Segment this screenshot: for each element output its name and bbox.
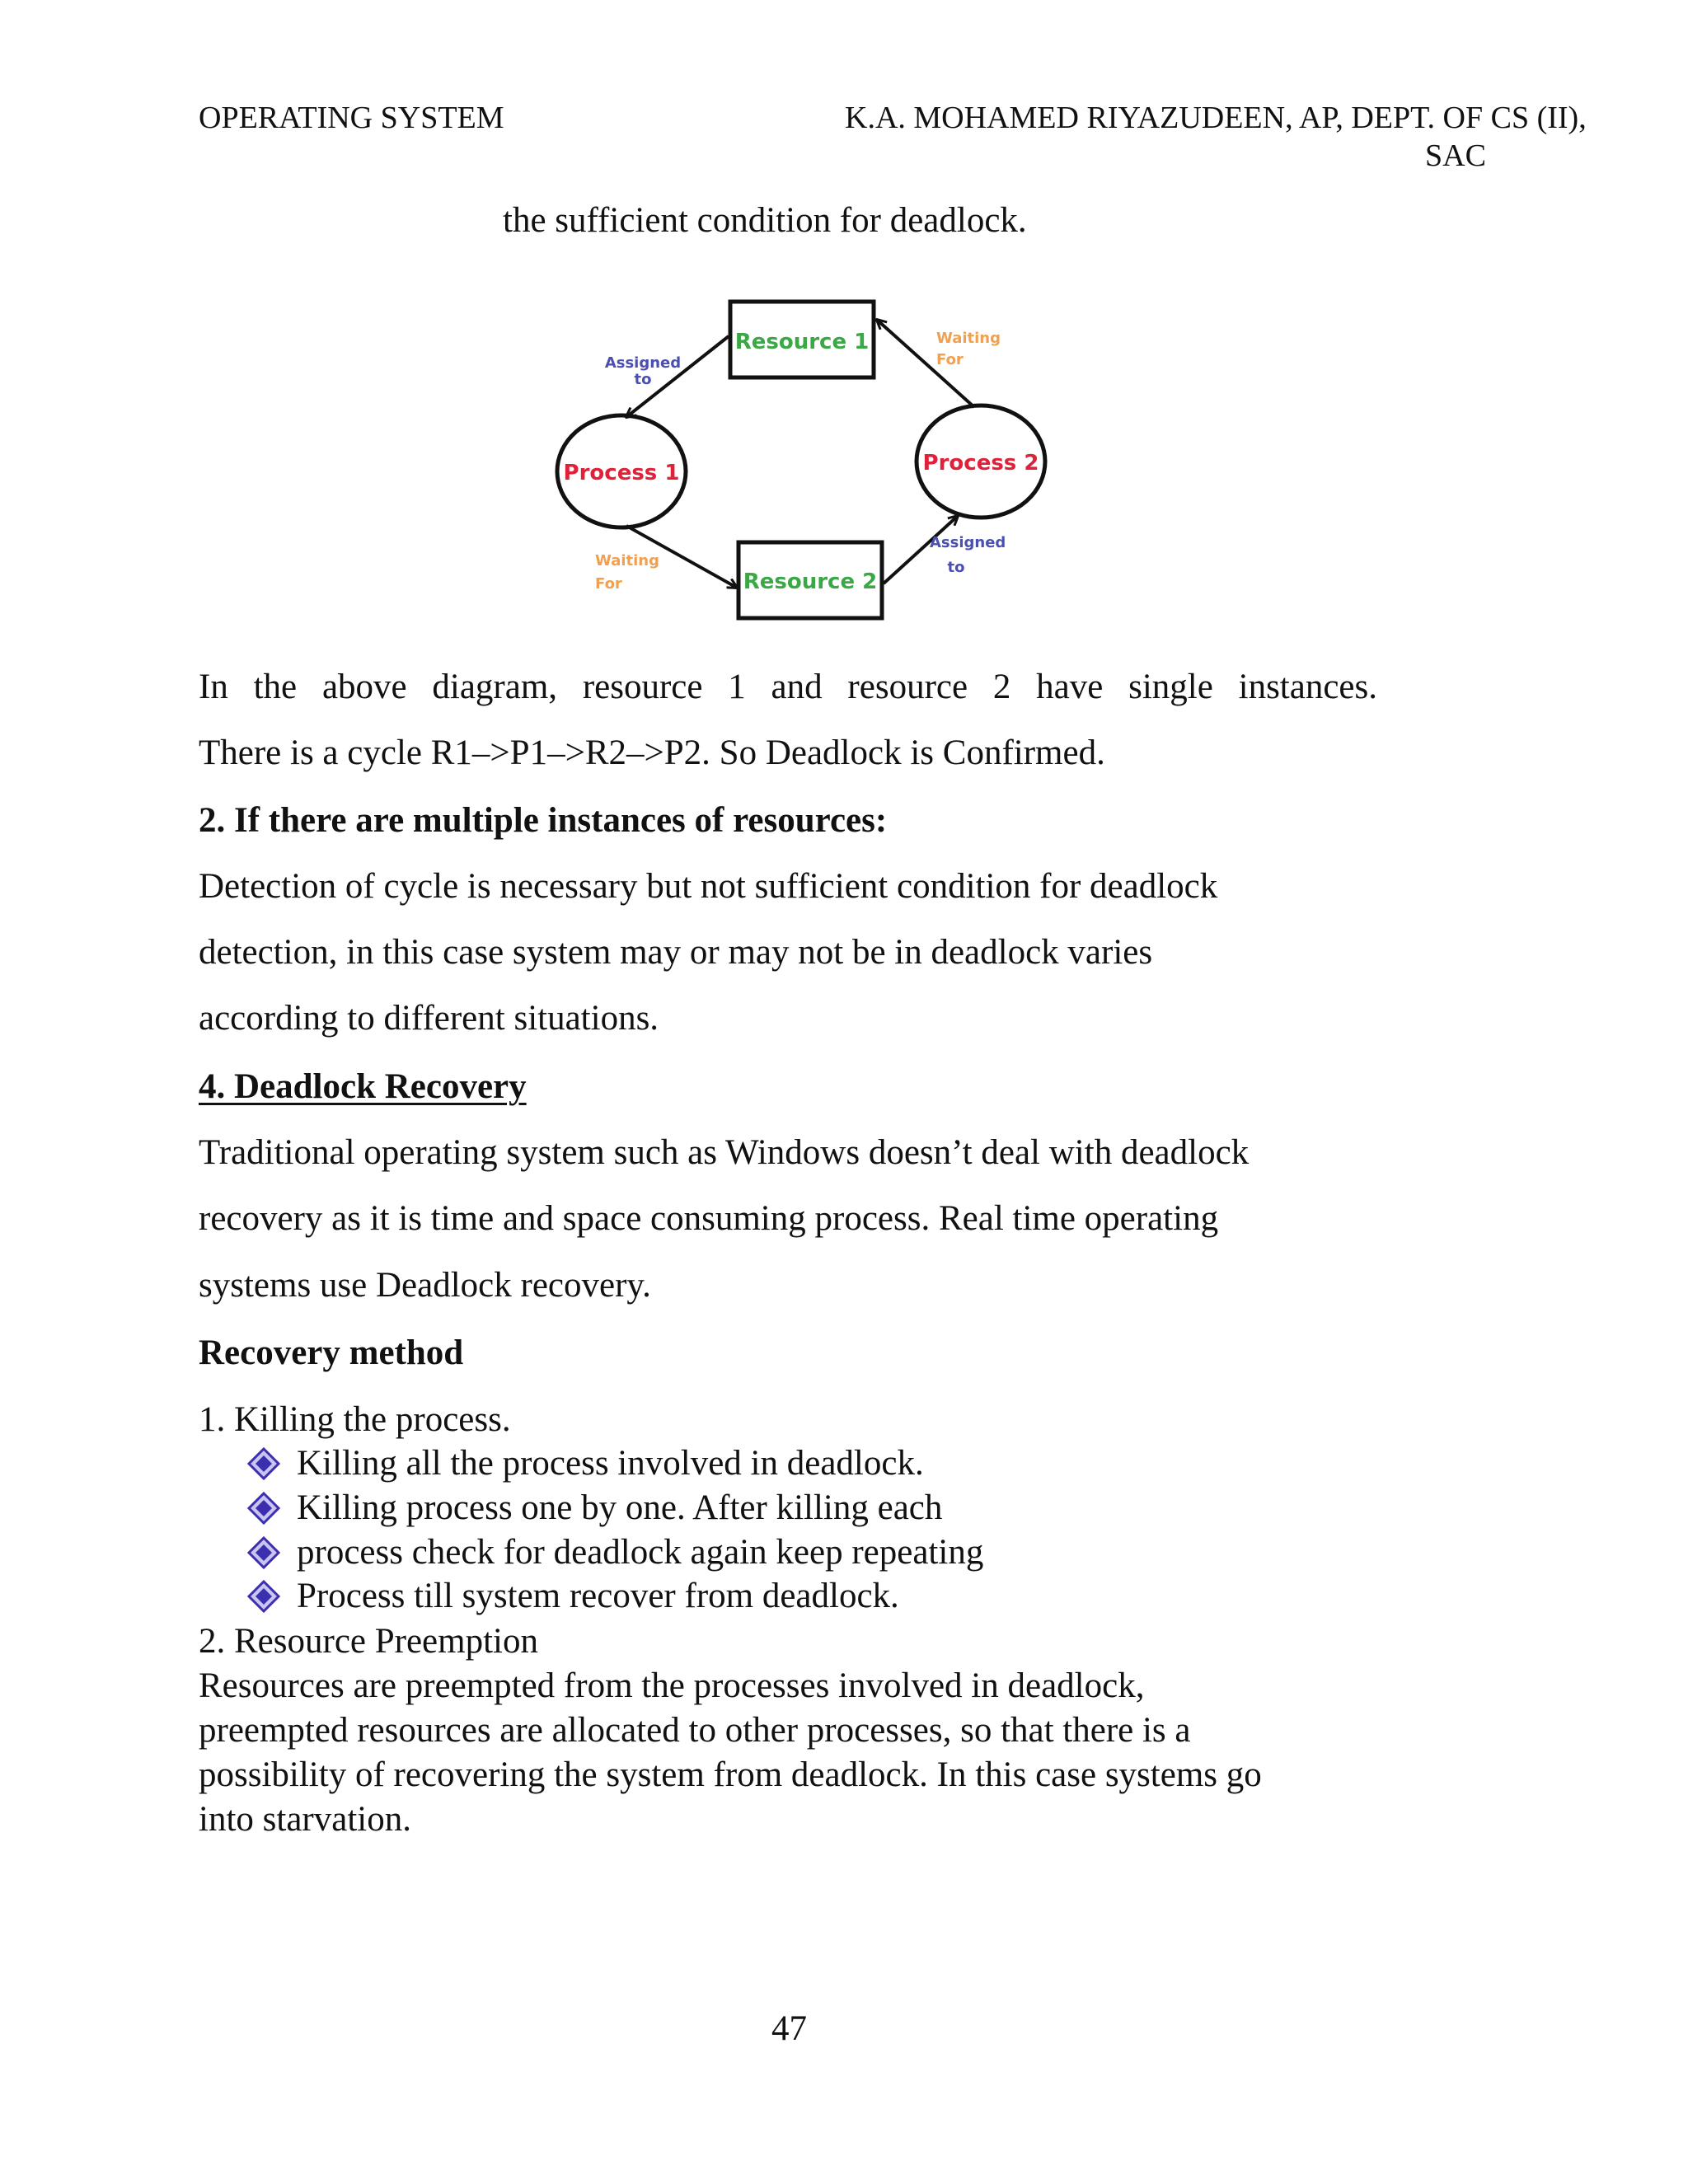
bullet-text: Process till system recover from deadlock.: [297, 1577, 899, 1615]
header-right-line2: SAC: [1425, 138, 1486, 173]
para2-line1: Detection of cycle is necessary but not sufficient condition for deadlock: [199, 867, 1218, 906]
method-2-label: 2. Resource Preemption: [199, 1622, 538, 1661]
page-number: 47: [771, 2009, 807, 2048]
para3-line1: Traditional operating system such as Windows doesn’t deal with deadlock: [199, 1133, 1250, 1172]
para4-line3: possibility of recovering the system from deadlock. In this case systems go: [199, 1755, 1262, 1794]
bullet-text: Killing process one by one. After killing each: [297, 1488, 943, 1527]
diamond-bullet-icon: [247, 1536, 280, 1569]
para3-line2: recovery as it is time and space consuming process. Real time operating: [199, 1199, 1219, 1238]
bullet-item: [247, 1531, 983, 1574]
heading-deadlock-recovery: 4. Deadlock Recovery: [199, 1067, 527, 1106]
diamond-bullet-icon: [247, 1580, 280, 1613]
resource-2-label: Resource 2: [743, 569, 878, 594]
resource-1-label: Resource 1: [734, 330, 870, 354]
intro-line: the sufficient condition for deadlock.: [503, 201, 1027, 240]
diamond-bullet-icon: [247, 1447, 280, 1480]
bullet-text: process check for deadlock again keep repeating: [297, 1533, 984, 1572]
process-2-label: Process 2: [922, 451, 1039, 476]
diamond-bullet-icon: [247, 1492, 280, 1525]
para1-line2: There is a cycle R1–>P1–>R2–>P2. So Deadlock is Confirmed.: [199, 733, 1105, 772]
para4-line1: Resources are preempted from the processes involved in deadlock,: [199, 1666, 1145, 1705]
bullet-item: [247, 1575, 899, 1618]
para4-line4: into starvation.: [199, 1800, 411, 1839]
para2-line3: according to different situations.: [199, 999, 659, 1038]
waiting-for-label-2b: For: [595, 575, 622, 593]
para1-line1: In the above diagram, resource 1 and resource 2 have single instances.: [199, 668, 1377, 706]
assigned-to-label-2a: Assigned: [930, 534, 1006, 551]
heading-recovery-method: Recovery method: [199, 1333, 464, 1372]
bullet-item: [247, 1487, 942, 1530]
heading-multiple-instances: 2. If there are multiple instances of resources:: [199, 801, 888, 840]
resource-allocation-diagram: [511, 262, 1055, 633]
method-1-label: 1. Killing the process.: [199, 1400, 511, 1439]
header-right-line1: K.A. MOHAMED RIYAZUDEEN, AP, DEPT. OF CS (II),: [845, 101, 1587, 135]
process-1-label: Process 1: [563, 461, 680, 485]
para3-line3: systems use Deadlock recovery.: [199, 1266, 651, 1305]
assigned-to-label-1b: to: [634, 371, 652, 388]
assigned-to-label-2b: to: [947, 559, 965, 576]
para4-line2: preempted resources are allocated to other processes, so that there is a: [199, 1711, 1191, 1750]
waiting-for-label-1a: Waiting: [936, 330, 1001, 347]
bullet-text: Killing all the process involved in deadlock.: [297, 1444, 924, 1483]
bullet-item: [247, 1442, 924, 1485]
para2-line2: detection, in this case system may or may not be in deadlock varies: [199, 933, 1153, 972]
header-left: OPERATING SYSTEM: [199, 101, 504, 135]
assigned-to-label-1a: Assigned: [604, 354, 682, 372]
waiting-for-label-1b: For: [936, 351, 964, 368]
waiting-for-label-2a: Waiting: [595, 552, 660, 569]
